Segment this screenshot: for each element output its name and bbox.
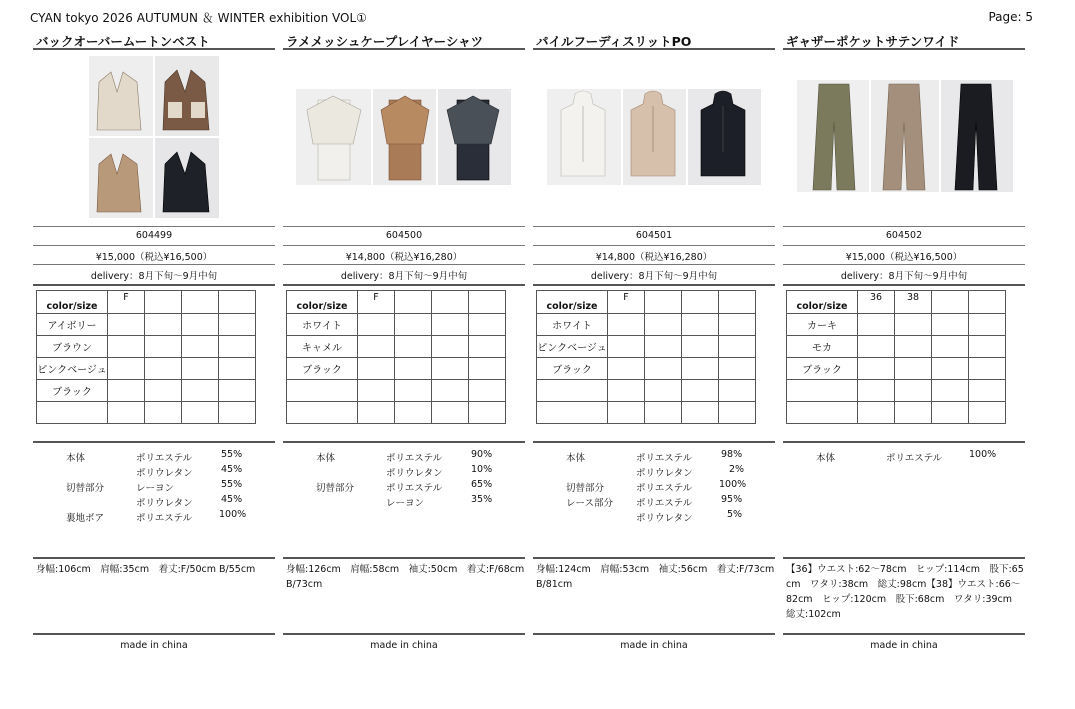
material-fabric: レーヨン <box>136 483 175 494</box>
material-fabric: ポリエステル <box>386 453 443 464</box>
product-code: 604502 <box>885 230 923 241</box>
material-fabric: ポリエステル <box>886 453 943 464</box>
material-part: 本体 <box>316 453 336 464</box>
color-label <box>287 402 358 424</box>
product-photo <box>283 52 525 222</box>
color-label: ホワイト <box>537 314 608 336</box>
material-part: 切替部分 <box>566 483 605 494</box>
product-name: バックオーバームートンベスト <box>36 34 210 49</box>
size-label <box>932 291 969 314</box>
material-fabric: ポリエステル <box>386 483 443 494</box>
divider <box>783 264 1025 265</box>
material-percent: 35% <box>471 494 493 505</box>
color-label: ブラック <box>287 358 358 380</box>
material-percent: 65% <box>471 479 493 490</box>
color-label <box>287 380 358 402</box>
divider <box>533 557 775 559</box>
grid-header: color/size <box>537 291 608 314</box>
divider <box>33 557 275 559</box>
product-price: ¥15,000（税込¥16,500） <box>845 252 963 263</box>
product-price: ¥14,800（税込¥16,280） <box>345 252 463 263</box>
color-label: ホワイト <box>287 314 358 336</box>
product-name: ギャザーポケットサテンワイド <box>786 34 960 49</box>
divider <box>33 226 275 227</box>
material-percent: 98% <box>721 449 743 460</box>
product-column <box>33 0 275 709</box>
grid-header: color/size <box>287 291 358 314</box>
material-fabric: ポリエステル <box>636 498 693 509</box>
product-code: 604500 <box>385 230 423 241</box>
material-fabric: ポリウレタン <box>636 513 693 524</box>
color-label: アイボリー <box>37 314 108 336</box>
size-label <box>395 291 432 314</box>
divider <box>283 48 525 50</box>
material-fabric: ポリウレタン <box>136 468 193 479</box>
color-label: ブラウン <box>37 336 108 358</box>
divider <box>283 226 525 227</box>
material-percent: 100% <box>219 509 247 520</box>
divider <box>283 245 525 246</box>
product-column <box>533 0 775 709</box>
divider <box>533 245 775 246</box>
material-percent: 100% <box>719 479 747 490</box>
delivery-period: delivery：8月下旬～9月中旬 <box>90 271 218 282</box>
material-fabric: ポリエステル <box>636 453 693 464</box>
country-of-origin: made in china <box>120 640 188 651</box>
product-column <box>283 0 525 709</box>
color-label <box>787 402 858 424</box>
divider <box>283 557 525 559</box>
material-fabric: ポリエステル <box>636 483 693 494</box>
size-label <box>682 291 719 314</box>
delivery-period: delivery：8月下旬～9月中旬 <box>340 271 468 282</box>
product-name: パイルフーディスリットPO <box>536 34 692 49</box>
divider <box>283 264 525 265</box>
color-label: ブラック <box>787 358 858 380</box>
divider <box>283 633 525 635</box>
grid-header: color/size <box>37 291 108 314</box>
product-column <box>783 0 1025 709</box>
measurements: 身幅:106cm 肩幅:35cm 着丈:F/50cm B/55cm <box>36 564 256 575</box>
material-part: 切替部分 <box>316 483 355 494</box>
divider <box>533 264 775 265</box>
material-part: レース部分 <box>566 498 614 509</box>
divider <box>33 633 275 635</box>
size-label <box>219 291 256 314</box>
product-photo <box>33 52 275 222</box>
divider <box>533 441 775 443</box>
product-name: ラメメッシュケープレイヤーシャツ <box>286 34 484 49</box>
divider <box>33 245 275 246</box>
size-label <box>145 291 182 314</box>
color-label: ブラック <box>37 380 108 402</box>
material-part: 切替部分 <box>66 483 105 494</box>
product-price: ¥14,800（税込¥16,280） <box>595 252 713 263</box>
divider <box>783 245 1025 246</box>
measurements: 【36】ウエスト:62～78cm ヒップ:114cm 股下:65cm ワタリ:38cm 総丈:98cm【38】ウエスト:66～82cm ヒップ:120cm 股下:68cm ワタリ:39cm 総丈:102cm <box>786 564 1024 620</box>
color-label: キャメル <box>287 336 358 358</box>
divider <box>783 633 1025 635</box>
material-fabric: レーヨン <box>386 498 425 509</box>
material-percent: 10% <box>471 464 493 475</box>
measurements: 身幅:126cm 肩幅:58cm 袖丈:50cm 着丈:F/68cm B/73cm <box>286 564 525 590</box>
product-photo <box>783 52 1025 222</box>
color-label: ピンクベージュ <box>37 358 108 380</box>
color-label: ブラック <box>537 358 608 380</box>
header-title: CYAN tokyo 2026 AUTUMUN ＆ WINTER exhibition VOL① <box>30 11 367 25</box>
divider <box>783 441 1025 443</box>
size-label: F <box>108 291 145 314</box>
material-percent: 5% <box>727 509 743 520</box>
size-label <box>432 291 469 314</box>
divider <box>33 48 275 50</box>
grid-header: color/size <box>787 291 858 314</box>
material-fabric: ポリウレタン <box>386 468 443 479</box>
product-code: 604501 <box>635 230 673 241</box>
size-label <box>469 291 506 314</box>
size-label <box>645 291 682 314</box>
size-label: F <box>358 291 395 314</box>
divider <box>783 557 1025 559</box>
size-label <box>182 291 219 314</box>
measurements: 身幅:124cm 肩幅:53cm 袖丈:56cm 着丈:F/73cm B/81cm <box>536 564 775 590</box>
divider <box>783 48 1025 50</box>
material-fabric: ポリエステル <box>136 453 193 464</box>
product-code: 604499 <box>135 230 173 241</box>
divider <box>283 441 525 443</box>
product-photo <box>533 52 775 222</box>
size-label: 38 <box>895 291 932 314</box>
country-of-origin: made in china <box>370 640 438 651</box>
divider <box>533 633 775 635</box>
country-of-origin: made in china <box>620 640 688 651</box>
divider <box>533 284 775 286</box>
divider <box>533 48 775 50</box>
color-label: ピンクベージュ <box>537 336 608 358</box>
divider <box>283 284 525 286</box>
material-part: 本体 <box>816 453 836 464</box>
color-label <box>37 402 108 424</box>
material-percent: 45% <box>221 494 243 505</box>
divider <box>33 284 275 286</box>
material-percent: 45% <box>221 464 243 475</box>
color-label <box>537 380 608 402</box>
color-label <box>787 380 858 402</box>
divider <box>783 226 1025 227</box>
material-percent: 100% <box>969 449 997 460</box>
delivery-period: delivery：8月下旬～9月中旬 <box>590 271 718 282</box>
material-percent: 90% <box>471 449 493 460</box>
material-percent: 55% <box>221 479 243 490</box>
country-of-origin: made in china <box>870 640 938 651</box>
size-label: F <box>608 291 645 314</box>
material-percent: 2% <box>729 464 745 475</box>
material-part: 本体 <box>66 453 86 464</box>
divider <box>33 264 275 265</box>
material-percent: 55% <box>221 449 243 460</box>
size-label: 36 <box>858 291 895 314</box>
size-label <box>719 291 756 314</box>
material-fabric: ポリウレタン <box>136 498 193 509</box>
color-size-table <box>786 290 1006 424</box>
size-label <box>969 291 1006 314</box>
divider <box>533 226 775 227</box>
color-label <box>537 402 608 424</box>
product-price: ¥15,000（税込¥16,500） <box>95 252 213 263</box>
divider <box>33 441 275 443</box>
material-part: 本体 <box>566 453 586 464</box>
color-size-table <box>286 290 506 424</box>
material-part: 裏地ボア <box>66 513 105 524</box>
color-size-table <box>36 290 256 424</box>
divider <box>783 284 1025 286</box>
material-fabric: ポリエステル <box>136 513 193 524</box>
page-number: Page: 5 <box>988 10 1033 24</box>
material-fabric: ポリウレタン <box>636 468 693 479</box>
color-label: モカ <box>787 336 858 358</box>
delivery-period: delivery：8月下旬～9月中旬 <box>840 271 968 282</box>
color-size-table <box>536 290 756 424</box>
color-label: カーキ <box>787 314 858 336</box>
material-percent: 95% <box>721 494 743 505</box>
